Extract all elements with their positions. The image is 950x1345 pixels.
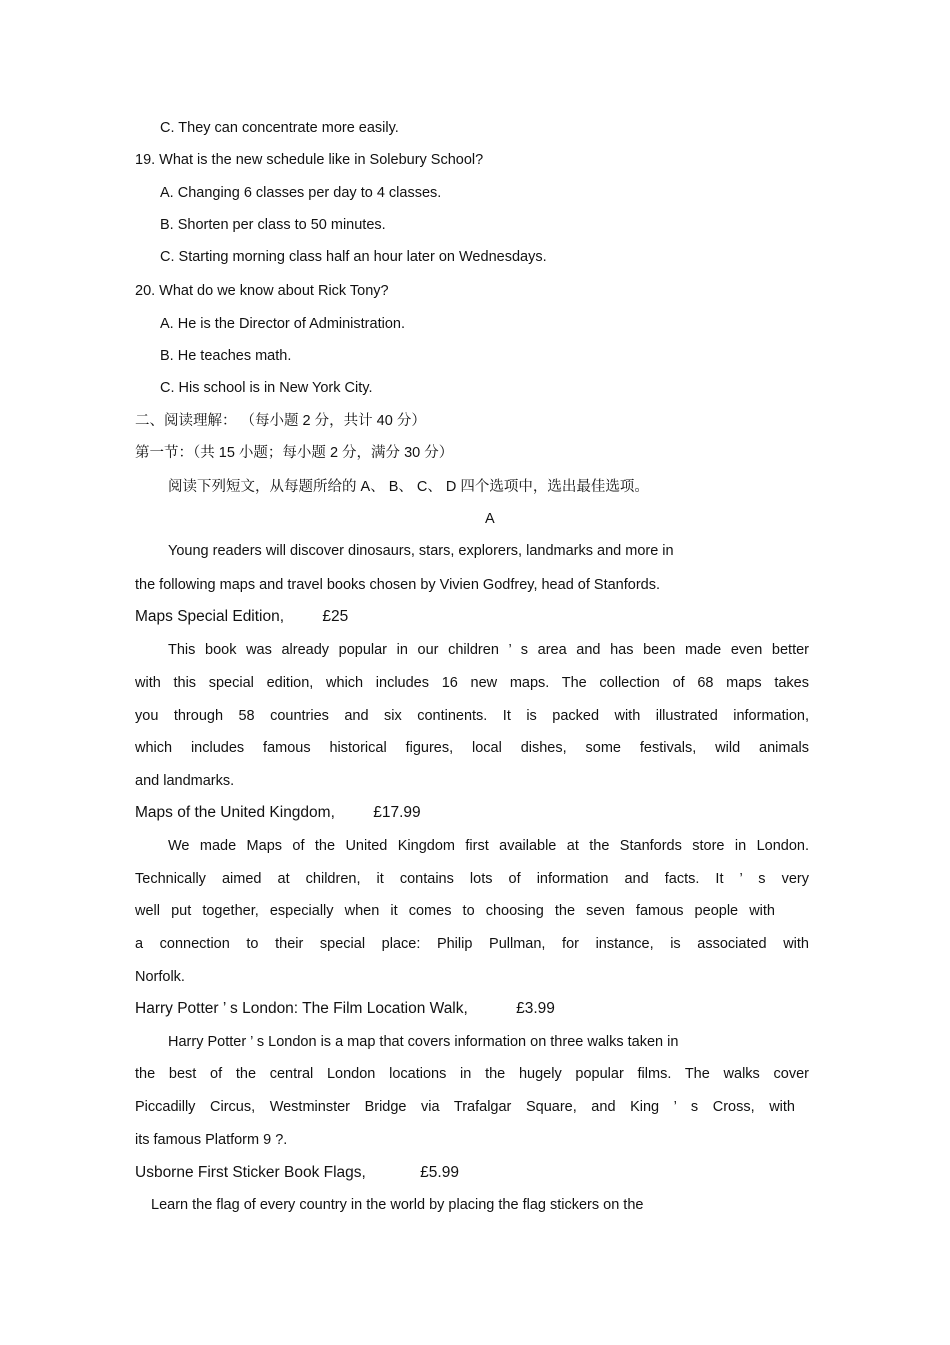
paragraph-line: which includes famous historical figures, local dishes, some festivals, wild animals — [135, 740, 809, 756]
instruction: 阅读下列短文，从每题所给的 A、 B、 C、 D 四个选项中，选出最佳选项。 — [168, 479, 649, 495]
q19-option-c: C. Starting morning class half an hour later on Wednesdays. — [160, 249, 547, 265]
q20-option-a: A. He is the Director of Administration. — [160, 316, 405, 332]
paragraph-line: Technically aimed at children, it contains lots of information and facts. It ’ s very — [135, 871, 809, 887]
book-heading — [135, 803, 421, 823]
paragraph-line: Norfolk. — [135, 969, 185, 985]
book-title: Usborne First Sticker Book Flags, — [135, 1164, 366, 1181]
intro-line: Young readers will discover dinosaurs, stars, explorers, landmarks and more in — [168, 543, 674, 559]
paragraph-line: and landmarks. — [135, 773, 235, 789]
q20-option-c: C. His school is in New York City. — [160, 380, 373, 396]
intro-line: the following maps and travel books chosen by Vivien Godfrey, head of Stanfords. — [135, 577, 660, 593]
q19-question: 19. What is the new schedule like in Solebury School? — [135, 152, 484, 168]
paragraph-line: Learn the flag of every country in the world by placing the flag stickers on the — [151, 1197, 644, 1213]
q18-option-c: C. They can concentrate more easily. — [160, 120, 399, 136]
book-title: Harry Potter ’ s London: The Film Location Walk, — [135, 1000, 468, 1017]
paragraph-line: Harry Potter ’ s London is a map that covers information on three walks taken in — [168, 1034, 679, 1050]
passage-letter: A — [485, 511, 495, 527]
book-heading — [135, 607, 348, 627]
part-title: 第一节：（共 15 小题；每小题 2 分，满分 30 分） — [135, 445, 454, 461]
paragraph-line: a connection to their special place: Philip Pullman, for instance, is associated with — [135, 936, 809, 952]
paragraph-line: the best of the central London locations in the hugely popular films. The walks cover — [135, 1066, 809, 1082]
book-heading — [135, 999, 555, 1019]
paragraph-line: with this special edition, which includes 16 new maps. The collection of 68 maps takes — [135, 675, 809, 691]
paragraph-line: We made Maps of the United Kingdom first available at the Stanfords store in London. — [168, 838, 809, 854]
paragraph-line: you through 58 countries and six continents. It is packed with illustrated information, — [135, 708, 809, 724]
book-price: £25 — [322, 608, 349, 625]
q19-option-b: B. Shorten per class to 50 minutes. — [160, 217, 386, 233]
book-title: Maps Special Edition, — [135, 608, 285, 625]
q20-option-b: B. He teaches math. — [160, 348, 292, 364]
book-price: £3.99 — [516, 1000, 555, 1017]
paragraph-line: This book was already popular in our children ’ s area and has been made even better — [168, 642, 809, 658]
section-title: 二、阅读理解： （每小题 2 分，共计 40 分） — [135, 413, 426, 429]
book-heading — [135, 1163, 459, 1183]
q20-question: 20. What do we know about Rick Tony? — [135, 283, 389, 299]
paragraph-line: its famous Platform 9 ?. — [135, 1132, 288, 1148]
paragraph-line: Piccadilly Circus, Westminster Bridge via Trafalgar Square, and King ’ s Cross, with — [135, 1099, 795, 1115]
book-title: Maps of the United Kingdom, — [135, 804, 335, 821]
q19-option-a: A. Changing 6 classes per day to 4 classes. — [160, 185, 442, 201]
paragraph-line: well put together, especially when it comes to choosing the seven famous people with — [135, 903, 775, 919]
book-price: £17.99 — [373, 804, 421, 821]
book-price: £5.99 — [420, 1164, 459, 1181]
